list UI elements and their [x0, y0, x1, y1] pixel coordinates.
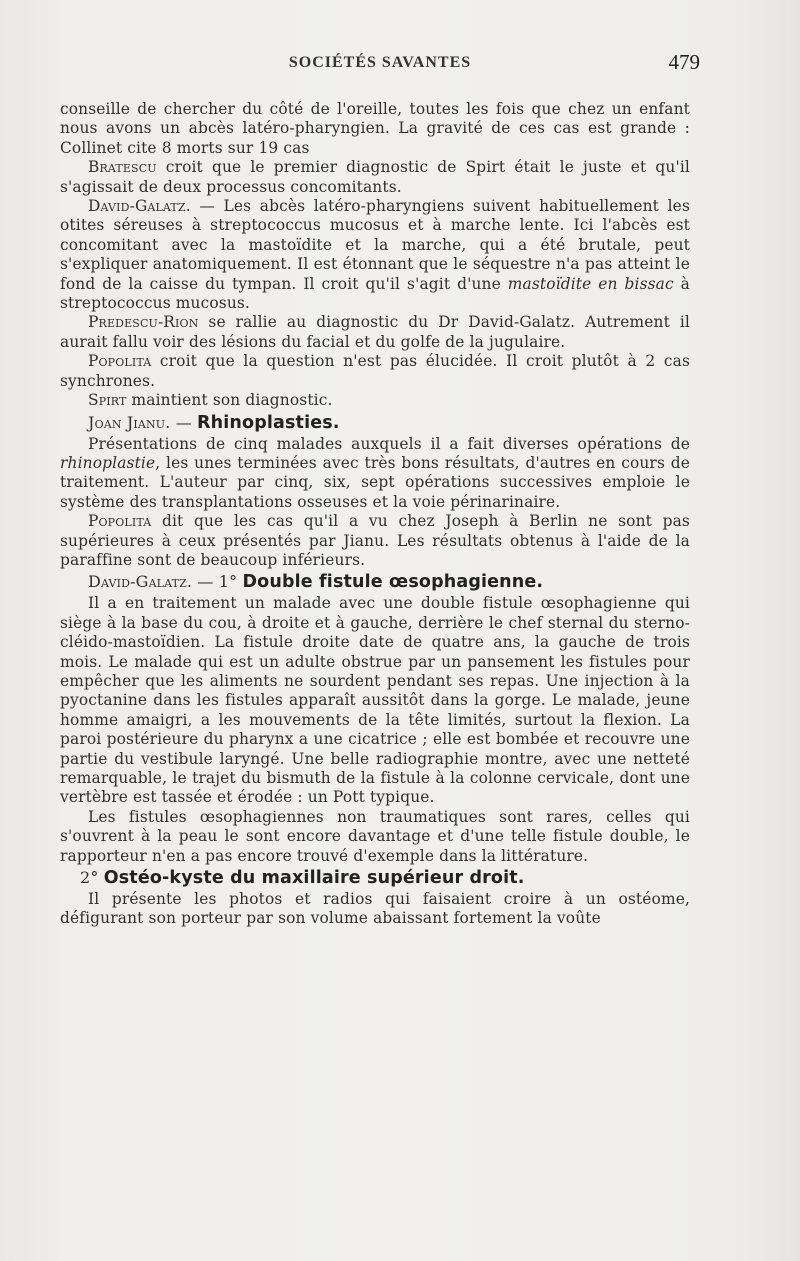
running-head: SOCIÉTÉS SAVANTES	[288, 54, 472, 71]
section-number: 2°	[80, 868, 104, 888]
italic-term: mastoïdite en bissac	[507, 274, 674, 293]
paragraph	[60, 197, 690, 313]
section-author: David-Galatz.	[88, 572, 193, 592]
paragraph	[60, 391, 690, 410]
paragraph-text: Les fistules œsophagiennes non traumatiques sont rares, celles qui s'ouvrent à la peau le sont encore davantage et d'une telle fistule double, le rapporteur n'en a pas encore trouvé d'exemple dans la littérature.	[60, 807, 690, 865]
article-body	[60, 100, 690, 929]
section-number: 1°	[218, 572, 243, 592]
paragraph-text: conseille de chercher du côté de l'oreille, toutes les fois que chez un enfant nous avons un abcès latéro-pharyngien. La gravité de ces cas est grande : Collinet cite 8 morts sur 19 cas	[60, 100, 690, 157]
section-heading-rhinoplasties	[60, 411, 690, 435]
paragraph-text: dit que les cas qu'il a vu chez Joseph à Berlin ne sont pas supérieures à ceux présentés par Jianu. Les résultats obtenus à l'aide de la paraffine sont de beaucoup inférieurs.	[60, 512, 690, 569]
speaker-name: Predescu-Rion	[88, 313, 199, 332]
paragraph	[60, 352, 690, 391]
paragraph-text: — Les abcès latéro-pharyngiens suivent habituellement les otites séreuses à streptococcus mucosus et à marche lente. Ici l'abcès est concomitant avec la mastoïdite et la marche, qui a été brutale, peut s'expliquer anatomiquement. Il est étonnant que le séquestre n'a pas atteint le fond de la caisse du tympan. Il croit qu'il s'agit d'une	[60, 197, 690, 293]
speaker-name: Popolita	[88, 512, 152, 531]
speaker-name: David-Galatz.	[88, 197, 191, 216]
section-heading-fistule	[60, 570, 690, 594]
paragraph	[60, 890, 690, 929]
paragraph-text: , les unes terminées avec très bons résultats, d'autres en cours de traitement. L'auteur par cinq, six, sept opérations successives emploie le système des transplantations osseuses et la voie périnarinaire.	[60, 453, 690, 511]
paragraph-text: croit que le premier diagnostic de Spirt était le juste et qu'il s'agissait de deux processus concomitants.	[60, 158, 690, 196]
heading-dash: —	[192, 572, 219, 592]
paragraph	[60, 808, 690, 866]
italic-term: rhinoplastie	[60, 453, 156, 472]
page-header	[60, 50, 700, 80]
section-title: Rhinoplasties.	[197, 412, 340, 433]
section-heading-osteo-kyste	[60, 866, 690, 890]
paragraph-text: maintient son diagnostic.	[126, 391, 333, 410]
paragraph-text: Il présente les photos et radios qui faisaient croire à un ostéome, défigurant son porteur par son volume abaissant fortement la voûte	[60, 890, 690, 928]
paragraph-text: se rallie au diagnostic du Dr David-Galatz. Autrement il aurait fallu voir des lésions du facial et du golfe de la jugulaire.	[60, 313, 690, 351]
paragraph	[60, 512, 690, 570]
speaker-name: Spirt	[88, 391, 127, 410]
section-title: Ostéo-kyste du maxillaire supérieur droit.	[103, 868, 525, 889]
paragraph	[60, 100, 690, 158]
paragraph-text: Présentations de cinq malades auxquels il a fait diverses opérations de	[88, 434, 690, 453]
section-title: Double fistule œsophagienne.	[242, 572, 544, 593]
heading-dash: —	[170, 412, 198, 432]
paragraph-text: Il a en traitement un malade avec une double fistule œsophagienne qui siège à la base du cou, à droite et à gauche, derrière le chef sternal du sterno-cléido-mastoïdien. La fistule droite date de quatre ans, la gauche de trois mois. Le malade qui est un adulte obstrue par un pansement les fistules pour empêcher que les aliments ne sourdent pendant ses repas. Une injection à la pyoctanine dans les fistules apparaît aussitôt dans la gorge. Le malade, jeune homme amaigri, a les mouvements de la tête limités, surtout la flexion. La paroi postérieure du pharynx a une cicatrice ; elle est bombée et recouvre une partie du vestibule laryngé. Une belle radiographie montre, avec une netteté remarquable, le trajet du bismuth de la fistule à la colonne cervicale, dont une vertèbre est tassée et érodée : un Pott typique.	[60, 594, 690, 807]
section-author: Joan Jianu.	[88, 412, 171, 432]
speaker-name: Bratescu	[88, 158, 157, 177]
paragraph	[60, 313, 690, 352]
paragraph	[60, 435, 690, 513]
page-number: 479	[668, 50, 700, 74]
paragraph-text: à streptococcus mucosus.	[60, 274, 690, 313]
paragraph	[60, 594, 690, 807]
paragraph-text: croit que la question n'est pas élucidée. Il croit plutôt à 2 cas synchrones.	[60, 352, 690, 390]
paragraph	[60, 158, 690, 197]
speaker-name: Popolita	[88, 352, 152, 371]
